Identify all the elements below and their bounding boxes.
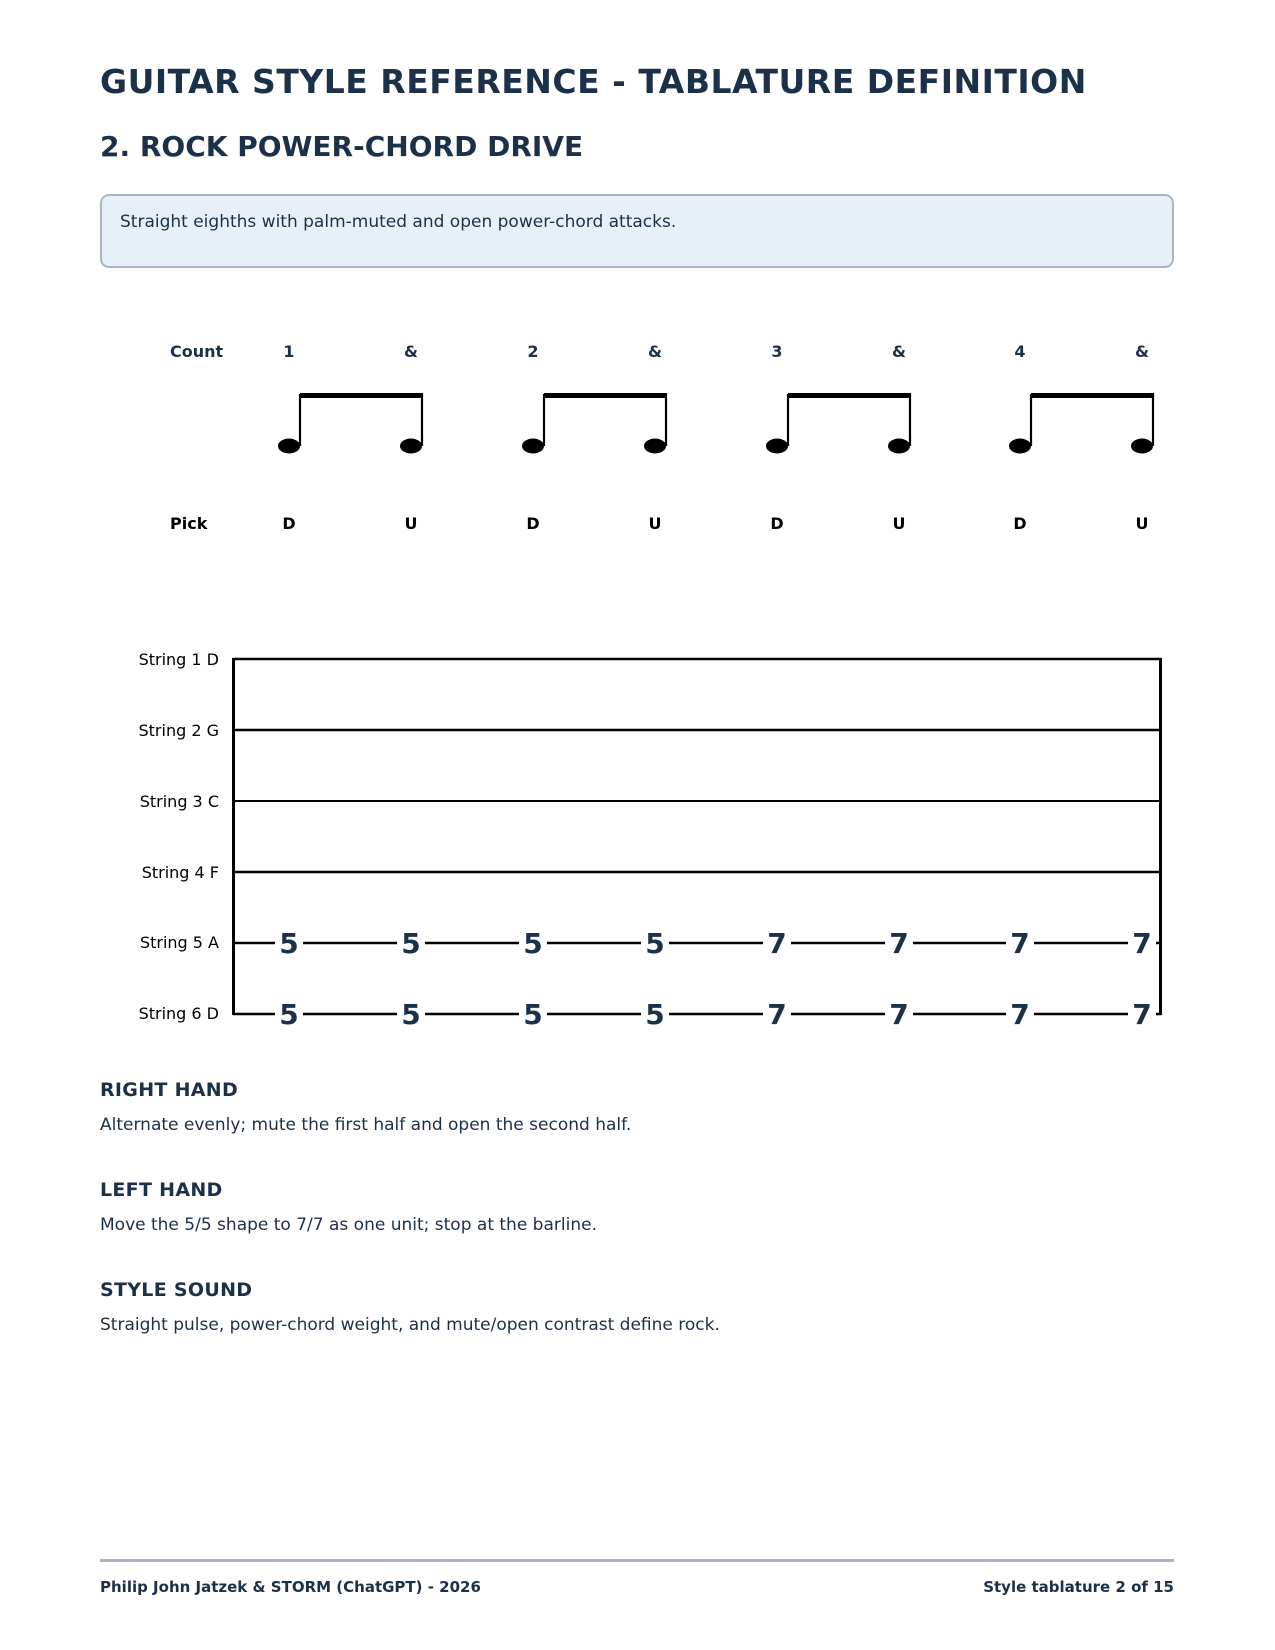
pick-stroke: D xyxy=(526,514,540,533)
count-beat: & xyxy=(1135,342,1149,361)
count-label: Count xyxy=(170,342,224,361)
left-hand-heading: LEFT HAND xyxy=(100,1179,223,1201)
section-title: 2. ROCK POWER-CHORD DRIVE xyxy=(100,130,584,163)
footer-credit: Philip John Jatzek & STORM (ChatGPT) - 2026 xyxy=(100,1578,481,1596)
pick-stroke: U xyxy=(648,514,662,533)
fret-number: 7 xyxy=(1010,927,1030,960)
description-text: Straight eighths with palm-muted and open power-chord attacks. xyxy=(120,212,677,232)
fret-number: 7 xyxy=(889,927,909,960)
string-label: String 3 C xyxy=(139,792,219,811)
pick-label: Pick xyxy=(170,514,208,533)
count-beat: 2 xyxy=(527,342,539,361)
page-title: GUITAR STYLE REFERENCE - TABLATURE DEFINITION xyxy=(100,62,1087,101)
pick-stroke: U xyxy=(404,514,418,533)
fret-number: 5 xyxy=(645,927,665,960)
count-beat: & xyxy=(404,342,418,361)
count-beat: 4 xyxy=(1014,342,1026,361)
pick-stroke: D xyxy=(770,514,784,533)
fret-number: 5 xyxy=(523,998,543,1031)
fret-number: 7 xyxy=(1132,998,1152,1031)
count-beat: & xyxy=(892,342,906,361)
pick-stroke: U xyxy=(1135,514,1149,533)
pick-stroke: D xyxy=(282,514,296,533)
left-hand-text: Move the 5/5 shape to 7/7 as one unit; stop at the barline. xyxy=(100,1215,597,1235)
string-label: String 2 G xyxy=(138,721,219,740)
fret-number: 7 xyxy=(767,998,787,1031)
fret-number: 7 xyxy=(767,927,787,960)
right-hand-heading: RIGHT HAND xyxy=(100,1079,239,1101)
style-sound-heading: STYLE SOUND xyxy=(100,1279,253,1301)
footer-page-number: Style tablature 2 of 15 xyxy=(983,1578,1174,1596)
fret-number: 5 xyxy=(401,998,421,1031)
fret-number: 5 xyxy=(279,998,299,1031)
fret-number: 7 xyxy=(1010,998,1030,1031)
fret-number: 5 xyxy=(523,927,543,960)
count-beat: & xyxy=(648,342,662,361)
right-hand-text: Alternate evenly; mute the first half and open the second half. xyxy=(100,1115,632,1135)
fret-number: 7 xyxy=(889,998,909,1031)
count-beat: 3 xyxy=(771,342,783,361)
fret-number: 5 xyxy=(401,927,421,960)
style-sound-text: Straight pulse, power-chord weight, and mute/open contrast define rock. xyxy=(100,1315,720,1335)
string-label: String 6 D xyxy=(138,1004,219,1023)
string-label: String 5 A xyxy=(139,933,219,952)
fret-number: 5 xyxy=(645,998,665,1031)
string-label: String 1 D xyxy=(138,650,219,669)
fret-number: 5 xyxy=(279,927,299,960)
pick-stroke: D xyxy=(1013,514,1027,533)
pick-stroke: U xyxy=(892,514,906,533)
fret-number: 7 xyxy=(1132,927,1152,960)
count-beat: 1 xyxy=(283,342,295,361)
string-label: String 4 F xyxy=(141,863,219,882)
footer-divider xyxy=(100,1559,1174,1562)
